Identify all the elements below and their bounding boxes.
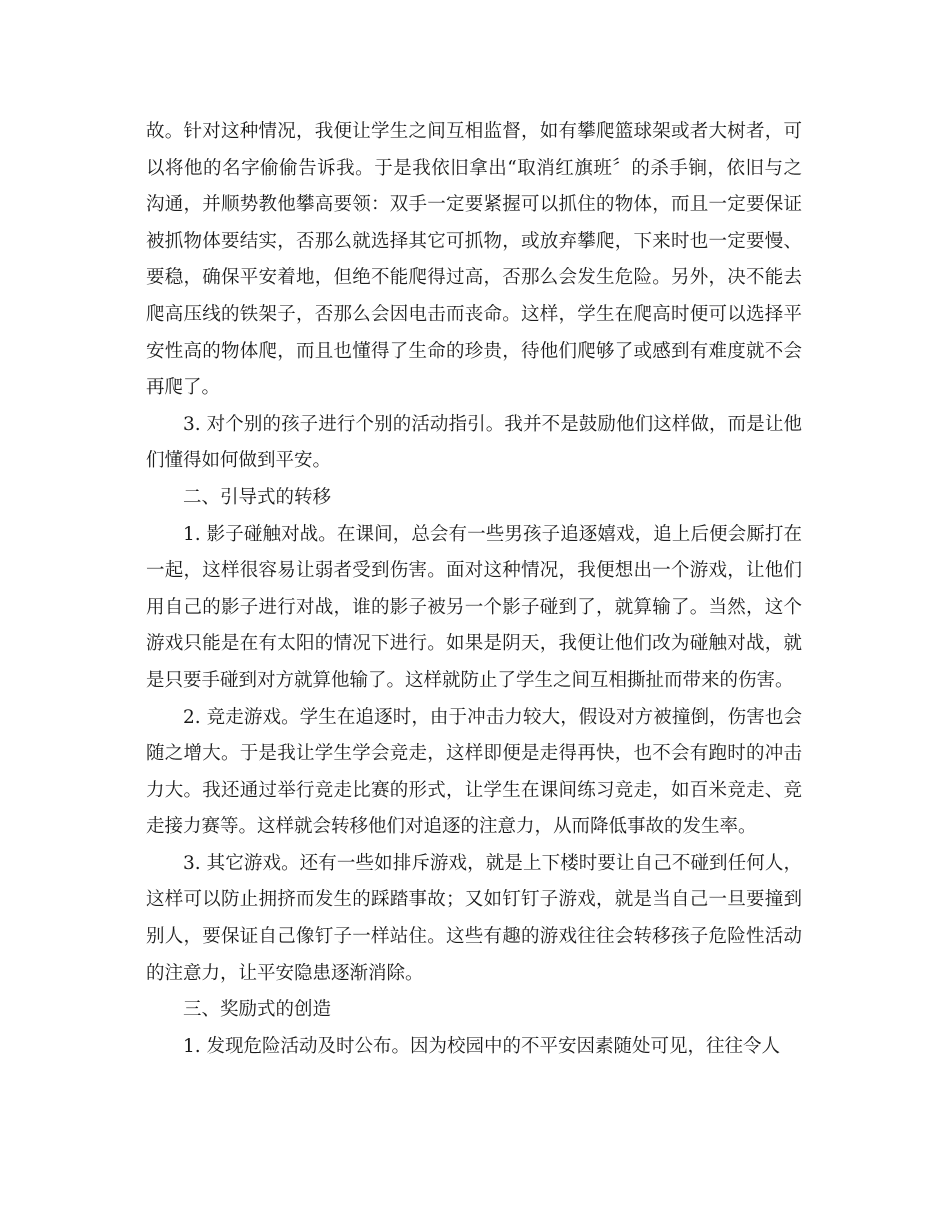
paragraph-item-3-guidance: 3. 对个别的孩子进行个别的活动指引。我并不是鼓励他们这样做，而是让他们懂得如何做到平安。 (146, 413, 802, 472)
document-body (146, 114, 802, 1065)
paragraph-item-3-other-games: 3. 其它游戏。还有一些如排斥游戏，就是上下楼时要让自己不碰到任何人，这样可以防止拥挤而发生的踩踏事故；又如钉钉子游戏，就是当自己一旦要撞到别人，要保证自己像钉子一样站住。这些有趣的游戏往往会转移孩子危险性活动的注意力，让平安隐患逐渐消除。 (146, 852, 802, 984)
section-heading-2: 二、引导式的转移 (183, 486, 332, 508)
paragraph-item-1-shadow-game: 1. 影子碰触对战。在课间，总会有一些男孩子追逐嬉戏，追上后便会厮打在一起，这样很容易让弱者受到伤害。面对这种情况，我便想出一个游戏，让他们用自己的影子进行对战，谁的影子被另一个影子碰到了，就算输了。当然，这个游戏只能是在有太阳的情况下进行。如果是阴天，我便让他们改为碰触对战，就是只要手碰到对方就算他输了。这样就防止了学生之间互相撕扯而带来的伤害。 (146, 523, 802, 691)
paragraph-continuation: 故。针对这种情况，我便让学生之间互相监督，如有攀爬篮球架或者大树者，可以将他的名字偷偷告诉我。于是我依旧拿出“取消红旗班〞的杀手锏，依旧与之沟通，并顺势教他攀高要领：双手一定要紧握可以抓住的物体，而且一定要保证被抓物体要结实，否那么就选择其它可抓物，或放弃攀爬，下来时也一定要慢、要稳，确保平安着地，但绝不能爬得过高，否那么会发生危险。另外，决不能去爬高压线的铁架子，否那么会因电击而丧命。这样，学生在爬高时便可以选择平安性高的物体爬，而且也懂得了生命的珍贵，待他们爬够了或感到有难度就不会再爬了。 (146, 121, 802, 399)
paragraph-item-1-danger-report: 1. 发现危险活动及时公布。因为校园中的不平安因素随处可见，往往令人 (183, 1035, 781, 1057)
section-heading-3: 三、奖励式的创造 (183, 999, 332, 1021)
paragraph-item-2-race-walk: 2. 竞走游戏。学生在追逐时，由于冲击力较大，假设对方被撞倒，伤害也会随之增大。于是我让学生学会竞走，这样即便是走得再快，也不会有跑时的冲击力大。我还通过举行竞走比赛的形式，让学生在课间练习竞走，如百米竞走、竞走接力赛等。这样就会转移他们对追逐的注意力，从而降低事故的发生率。 (146, 706, 802, 838)
